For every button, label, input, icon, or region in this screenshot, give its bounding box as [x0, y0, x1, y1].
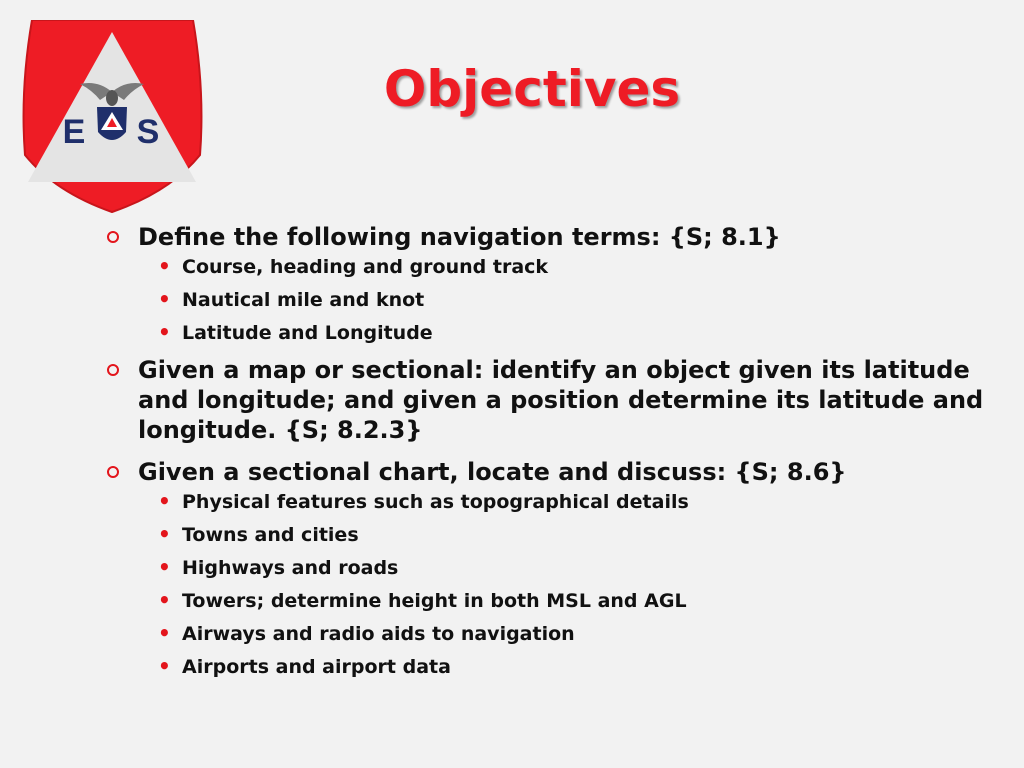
objectives-list — [105, 222, 985, 689]
objective-text: Given a sectional chart, locate and discuss: {S; 8.6} — [138, 458, 847, 486]
objective-text: Define the following navigation terms: {S; 8.1} — [138, 223, 781, 251]
sub-item — [105, 322, 985, 344]
objective-item — [105, 355, 985, 445]
bullet-dot-icon: • — [158, 621, 171, 645]
sub-item — [105, 590, 985, 612]
sub-item-text: Towns and cities — [182, 524, 359, 546]
sub-item — [105, 524, 985, 546]
slide-title: Objectives — [383, 60, 681, 118]
bullet-dot-icon: • — [158, 555, 171, 579]
bullet-dot-icon: • — [158, 588, 171, 612]
sub-item-text: Airports and airport data — [182, 656, 451, 678]
sub-item — [105, 256, 985, 278]
sub-item-text: Latitude and Longitude — [182, 322, 433, 344]
sub-item — [105, 289, 985, 311]
bullet-dot-icon: • — [158, 654, 171, 678]
hollow-circle-bullet-icon — [107, 364, 119, 376]
sub-item — [105, 656, 985, 678]
logo-letter-right: S — [136, 113, 160, 151]
bullet-dot-icon: • — [158, 254, 171, 278]
sub-item-text: Nautical mile and knot — [182, 289, 425, 311]
logo-letter-left: E — [62, 113, 86, 151]
sub-item — [105, 491, 985, 513]
sub-item-text: Highways and roads — [182, 557, 399, 579]
hollow-circle-bullet-icon — [107, 466, 119, 478]
sub-item-text: Course, heading and ground track — [182, 256, 549, 278]
sub-item — [105, 623, 985, 645]
bullet-dot-icon: • — [158, 489, 171, 513]
hollow-circle-bullet-icon — [107, 231, 119, 243]
sub-list — [105, 491, 985, 678]
sub-list — [105, 256, 985, 344]
sub-item-text: Towers; determine height in both MSL and AGL — [182, 590, 687, 612]
sub-item — [105, 557, 985, 579]
sub-item-text: Airways and radio aids to navigation — [182, 623, 575, 645]
bullet-dot-icon: • — [158, 287, 171, 311]
sub-item-text: Physical features such as topographical details — [182, 491, 689, 513]
objective-text: Given a map or sectional: identify an object given its latitude and longitude; and given a position determine its latitude and longitude. {S; 8.2.3} — [138, 356, 984, 444]
bullet-dot-icon: • — [158, 320, 171, 344]
objective-item — [105, 222, 985, 252]
bullet-dot-icon: • — [158, 522, 171, 546]
objective-item — [105, 457, 985, 487]
